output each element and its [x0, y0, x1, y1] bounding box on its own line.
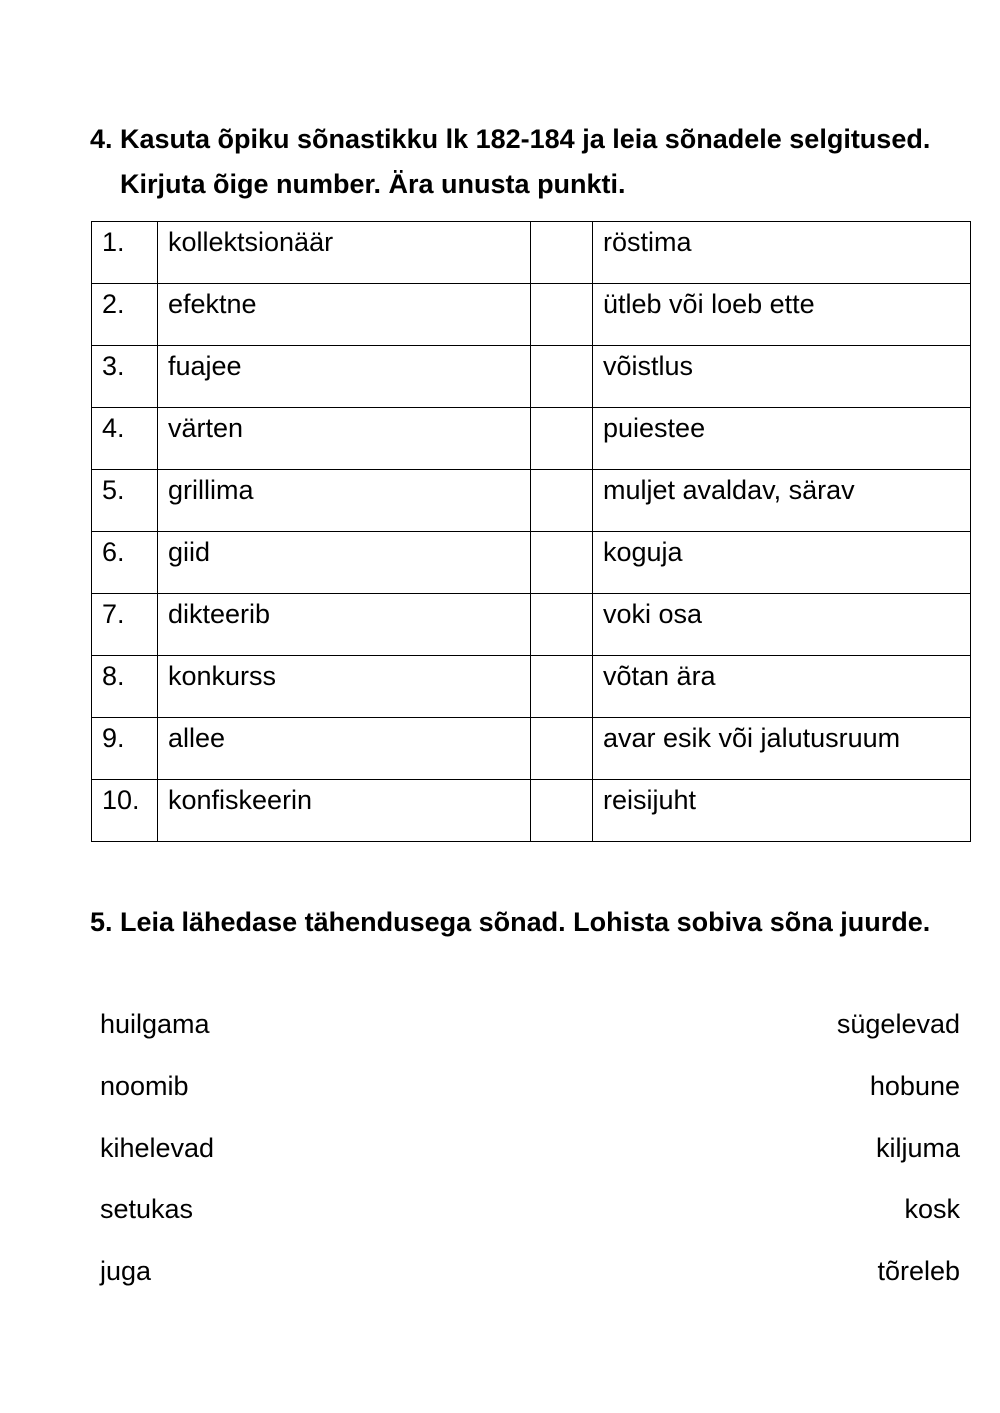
table-row: [92, 780, 971, 842]
task4-number: 4.: [90, 124, 113, 154]
definition-cell: reisijuht: [593, 780, 971, 842]
row-number: 3.: [92, 346, 158, 408]
definition-cell: puiestee: [593, 408, 971, 470]
table-row: [92, 718, 971, 780]
answer-input[interactable]: [531, 718, 593, 780]
word-cell: dikteerib: [158, 594, 531, 656]
left-word[interactable]: noomib: [100, 1071, 189, 1101]
word-cell: konfiskeerin: [158, 780, 531, 842]
table-row: [92, 532, 971, 594]
definition-cell: koguja: [593, 532, 971, 594]
definition-cell: võistlus: [593, 346, 971, 408]
row-number: 8.: [92, 656, 158, 718]
row-number: 1.: [92, 222, 158, 284]
word-cell: konkurss: [158, 656, 531, 718]
table-row: [92, 222, 971, 284]
row-number: 2.: [92, 284, 158, 346]
right-word[interactable]: kiljuma: [875, 1133, 960, 1163]
word-cell: efektne: [158, 284, 531, 346]
row-number: 5.: [92, 470, 158, 532]
word-cell: kollektsionäär: [158, 222, 531, 284]
word-cell: värten: [158, 408, 531, 470]
answer-input[interactable]: [531, 222, 593, 284]
left-word[interactable]: kihelevad: [100, 1133, 215, 1163]
answer-input[interactable]: [531, 408, 593, 470]
word-row: [100, 1004, 960, 1044]
answer-input[interactable]: [531, 594, 593, 656]
word-row: [100, 1251, 960, 1291]
table-row: [92, 594, 971, 656]
right-word[interactable]: tõreleb: [877, 1256, 960, 1286]
row-number: 9.: [92, 718, 158, 780]
word-row: [100, 1128, 960, 1168]
answer-input[interactable]: [531, 284, 593, 346]
table-row: [92, 408, 971, 470]
answer-input[interactable]: [531, 656, 593, 718]
table-row: [92, 284, 971, 346]
answer-input[interactable]: [531, 470, 593, 532]
right-word[interactable]: sügelevad: [836, 1009, 960, 1039]
definition-cell: röstima: [593, 222, 971, 284]
row-number: 10.: [92, 780, 158, 842]
definition-cell: muljet avaldav, särav: [593, 470, 971, 532]
left-word[interactable]: huilgama: [100, 1009, 210, 1039]
task5-instruction: Leia lähedase tähendusega sõnad. Lohista sobiva sõna juurde.: [120, 907, 931, 937]
word-row: [100, 1189, 960, 1229]
word-cell: fuajee: [158, 346, 531, 408]
word-cell: giid: [158, 532, 531, 594]
row-number: 4.: [92, 408, 158, 470]
task5-heading: [90, 900, 970, 945]
answer-input[interactable]: [531, 532, 593, 594]
task5-number: 5.: [90, 907, 113, 937]
right-word[interactable]: kosk: [904, 1194, 960, 1224]
matching-table: [91, 221, 971, 842]
right-word[interactable]: hobune: [869, 1071, 960, 1101]
word-row: [100, 1066, 960, 1106]
table-row: [92, 656, 971, 718]
definition-cell: avar esik või jalutusruum: [593, 718, 971, 780]
left-word[interactable]: juga: [100, 1256, 152, 1286]
table-row: [92, 470, 971, 532]
definition-cell: ütleb või loeb ette: [593, 284, 971, 346]
left-word[interactable]: setukas: [100, 1194, 194, 1224]
answer-input[interactable]: [531, 780, 593, 842]
row-number: 7.: [92, 594, 158, 656]
definition-cell: voki osa: [593, 594, 971, 656]
word-cell: allee: [158, 718, 531, 780]
task4-heading: [90, 117, 970, 207]
word-cell: grillima: [158, 470, 531, 532]
table-row: [92, 346, 971, 408]
task4-instruction: Kasuta õpiku sõnastikku lk 182-184 ja leia sõnadele selgitused. Kirjuta õige number. Ära unusta punkti.: [120, 124, 931, 199]
definition-cell: võtan ära: [593, 656, 971, 718]
answer-input[interactable]: [531, 346, 593, 408]
row-number: 6.: [92, 532, 158, 594]
